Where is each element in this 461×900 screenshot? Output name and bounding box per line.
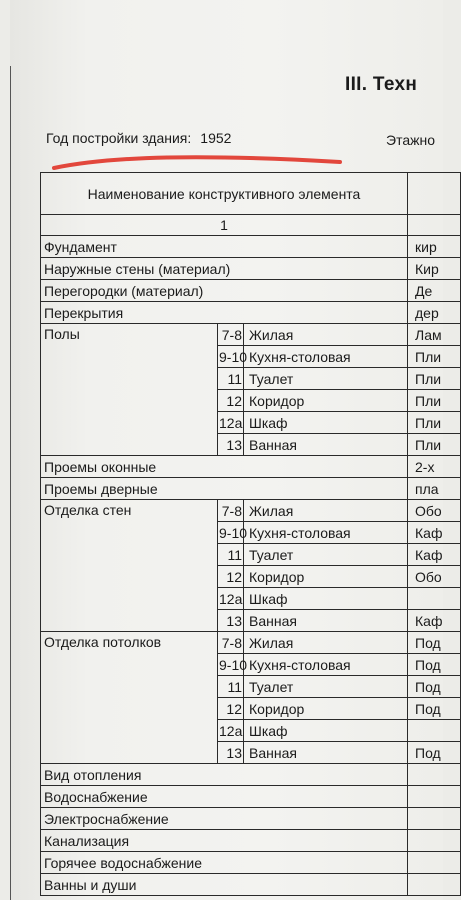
- room-name: Туалет: [244, 676, 408, 698]
- element-material: [408, 808, 461, 830]
- room-material: Пли: [408, 390, 461, 412]
- margin-line: [10, 66, 11, 900]
- room-code: 7-8: [218, 500, 244, 522]
- element-name: Ванны и души: [41, 874, 408, 896]
- element-name: Наружные стены (материал): [41, 258, 408, 280]
- column-number: 1: [41, 215, 408, 236]
- room-code: 9-10: [218, 654, 244, 676]
- room-code: 12а: [218, 588, 244, 610]
- table-row: [41, 786, 461, 808]
- room-code: 12: [218, 566, 244, 588]
- table-row: [41, 874, 461, 896]
- room-code: 12а: [218, 720, 244, 742]
- table-row: [41, 500, 461, 522]
- room-name: Туалет: [244, 368, 408, 390]
- element-name: Вид отопления: [41, 764, 408, 786]
- room-name: Ванная: [244, 434, 408, 456]
- floors-label: Этажно: [386, 132, 435, 148]
- element-material: 2-х: [408, 456, 461, 478]
- room-code: 7-8: [218, 632, 244, 654]
- table-row: [41, 764, 461, 786]
- room-code: 13: [218, 610, 244, 632]
- construction-year-value: 1952: [200, 130, 232, 146]
- room-name: Кухня-столовая: [244, 346, 408, 368]
- room-name: Шкаф: [244, 720, 408, 742]
- room-material: Под: [408, 654, 461, 676]
- element-name: Перекрытия: [41, 302, 408, 324]
- room-material: Под: [408, 742, 461, 764]
- element-name: Канализация: [41, 830, 408, 852]
- element-material: дер: [408, 302, 461, 324]
- room-code: 12: [218, 698, 244, 720]
- element-name: Проемы дверные: [41, 478, 408, 500]
- table-row: [41, 852, 461, 874]
- room-material: Каф: [408, 522, 461, 544]
- element-material: Кир: [408, 258, 461, 280]
- room-name: Коридор: [244, 566, 408, 588]
- element-material: [408, 786, 461, 808]
- room-name: Кухня-столовая: [244, 654, 408, 676]
- construction-year-label: Год постройки здания:: [46, 130, 192, 146]
- element-material: [408, 764, 461, 786]
- table-row: [41, 632, 461, 654]
- room-name: Жилая: [244, 324, 408, 346]
- construction-elements-table: [40, 172, 461, 896]
- room-material: Каф: [408, 610, 461, 632]
- room-material: Пли: [408, 412, 461, 434]
- room-code: 13: [218, 742, 244, 764]
- room-name: Шкаф: [244, 588, 408, 610]
- table-header-row: [41, 173, 461, 215]
- element-material: Де: [408, 280, 461, 302]
- room-code: 11: [218, 676, 244, 698]
- room-material: [408, 720, 461, 742]
- room-material: Обо: [408, 500, 461, 522]
- room-material: Под: [408, 698, 461, 720]
- table-row: [41, 302, 461, 324]
- room-code: 13: [218, 434, 244, 456]
- room-name: Кухня-столовая: [244, 522, 408, 544]
- room-material: Лам: [408, 324, 461, 346]
- element-name: Фундамент: [41, 236, 408, 258]
- element-name: Проемы оконные: [41, 456, 408, 478]
- room-material: Пли: [408, 346, 461, 368]
- table-row: [41, 258, 461, 280]
- element-name: Горячее водоснабжение: [41, 852, 408, 874]
- room-code: 12а: [218, 412, 244, 434]
- room-code: 9-10: [218, 346, 244, 368]
- room-name: Жилая: [244, 632, 408, 654]
- room-name: Туалет: [244, 544, 408, 566]
- element-name: Электроснабжение: [41, 808, 408, 830]
- floors-group-name: Полы: [41, 324, 218, 456]
- room-code: 11: [218, 544, 244, 566]
- room-name: Шкаф: [244, 412, 408, 434]
- table-row: [41, 280, 461, 302]
- element-material: [408, 874, 461, 896]
- table-row: [41, 478, 461, 500]
- room-name: Коридор: [244, 698, 408, 720]
- element-name: Водоснабжение: [41, 786, 408, 808]
- room-name: Жилая: [244, 500, 408, 522]
- table-row: [41, 456, 461, 478]
- room-name: Коридор: [244, 390, 408, 412]
- room-code: 7-8: [218, 324, 244, 346]
- room-material: Пли: [408, 368, 461, 390]
- table-row: [41, 324, 461, 346]
- room-name: Ванная: [244, 742, 408, 764]
- element-material: [408, 852, 461, 874]
- room-code: 12: [218, 390, 244, 412]
- room-code: 11: [218, 368, 244, 390]
- construction-year-line: [46, 130, 231, 146]
- room-material: Пли: [408, 434, 461, 456]
- material-header-cell: [408, 173, 461, 215]
- element-material: кир: [408, 236, 461, 258]
- ceiling-finish-group-name: Отделка потолков: [41, 632, 218, 764]
- table-row: [41, 236, 461, 258]
- table-row: [41, 830, 461, 852]
- column-number-row: [41, 215, 461, 236]
- room-material: [408, 588, 461, 610]
- column-number-cell-2: [408, 215, 461, 236]
- section-title: III. Техн: [345, 74, 418, 95]
- red-underline-mark: [52, 152, 342, 174]
- room-material: Под: [408, 632, 461, 654]
- room-material: Каф: [408, 544, 461, 566]
- room-material: Под: [408, 676, 461, 698]
- walls-finish-group-name: Отделка стен: [41, 500, 218, 632]
- element-name: Перегородки (материал): [41, 280, 408, 302]
- element-material: пла: [408, 478, 461, 500]
- room-code: 9-10: [218, 522, 244, 544]
- room-name: Ванная: [244, 610, 408, 632]
- element-name-header: Наименование конструктивного элемента: [41, 173, 408, 215]
- room-material: Обо: [408, 566, 461, 588]
- element-material: [408, 830, 461, 852]
- table-row: [41, 808, 461, 830]
